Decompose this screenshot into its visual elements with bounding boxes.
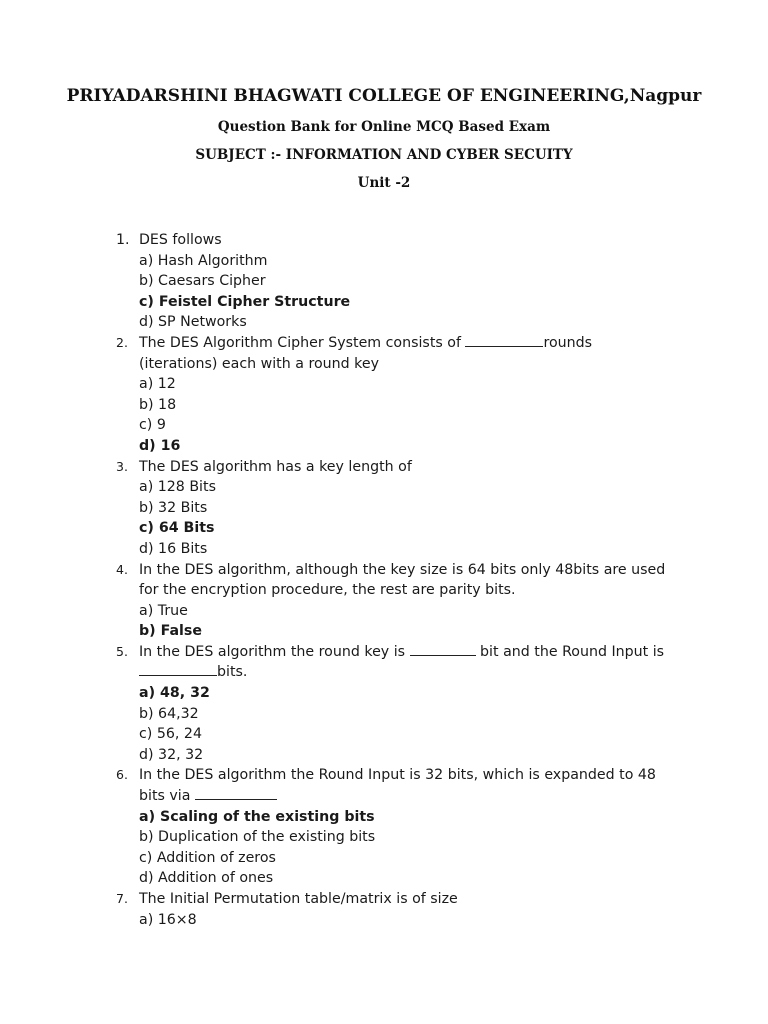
- question-text: The DES algorithm has a key length of: [139, 458, 412, 475]
- option-a-correct: a) Scaling of the existing bits: [139, 808, 375, 825]
- option-a: a) Hash Algorithm: [139, 252, 268, 269]
- answer-blank: [410, 642, 476, 656]
- question-number: 7.: [116, 891, 128, 906]
- option-a: a) True: [139, 602, 188, 619]
- option-c-correct: c) 64 Bits: [139, 520, 215, 537]
- answer-blank: [465, 333, 543, 347]
- option-a-correct: a) 48, 32: [139, 685, 210, 702]
- option-b-correct: b) False: [139, 623, 202, 640]
- option-d-correct: d) 16: [139, 437, 181, 454]
- option-c: c) 9: [139, 417, 166, 434]
- option-d: d) Addition of ones: [139, 870, 274, 887]
- question-text: In the DES algorithm, although the key size is 64 bits only 48bits are used for the encryption procedure, the rest are parity bits.: [139, 561, 666, 599]
- option-b: b) 18: [139, 396, 177, 413]
- question-2: [0, 333, 669, 457]
- question-text: DES follows: [139, 232, 222, 248]
- option-a: a) 128 Bits: [139, 479, 216, 496]
- option-b: b) 32 Bits: [139, 499, 208, 516]
- option-c: c) Addition of zeros: [139, 849, 276, 866]
- question-4: [0, 560, 669, 642]
- question-number: 5.: [116, 643, 128, 659]
- option-b: b) Duplication of the existing bits: [139, 829, 376, 846]
- option-c: c) 56, 24: [139, 726, 202, 743]
- option-d: d) 32, 32: [139, 746, 204, 763]
- answer-blank: [139, 662, 217, 676]
- question-bank-title: Question Bank for Online MCQ Based Exam: [217, 119, 551, 135]
- question-text: In the DES algorithm the round key is bit and the Round Input is bits.: [139, 643, 665, 681]
- question-number: 3.: [116, 458, 128, 474]
- question-7: [0, 889, 669, 930]
- option-b: b) 64,32: [139, 705, 199, 722]
- question-number: 4.: [116, 561, 128, 577]
- question-text: The DES Algorithm Cipher System consists of rounds (iterations) each with a round key: [139, 334, 593, 372]
- question-number: 1.: [116, 232, 130, 248]
- question-text: The Initial Permutation table/matrix is of size: [139, 891, 458, 907]
- option-b: b) Caesars Cipher: [139, 273, 266, 290]
- college-title: PRIYADARSHINI BHAGWATI COLLEGE OF ENGINEERING,Nagpur: [66, 86, 702, 106]
- option-d: d) 16 Bits: [139, 540, 208, 557]
- option-a: a) 16×8: [139, 911, 197, 928]
- question-list: [0, 230, 768, 930]
- unit-title: Unit -2: [357, 175, 411, 191]
- question-5: [0, 642, 669, 766]
- question-1: [0, 230, 669, 333]
- question-text: In the DES algorithm the Round Input is 32 bits, which is expanded to 48 bits via: [139, 767, 656, 805]
- question-number: 6.: [116, 767, 128, 783]
- option-a: a) 12: [139, 376, 176, 393]
- option-d: d) SP Networks: [139, 314, 247, 331]
- answer-blank: [195, 786, 277, 800]
- question-3: [0, 457, 669, 560]
- option-c-correct: c) Feistel Cipher Structure: [139, 293, 351, 310]
- question-6: [0, 765, 669, 889]
- subject-title: SUBJECT :- INFORMATION AND CYBER SECUITY: [195, 147, 573, 163]
- question-number: 2.: [116, 334, 128, 350]
